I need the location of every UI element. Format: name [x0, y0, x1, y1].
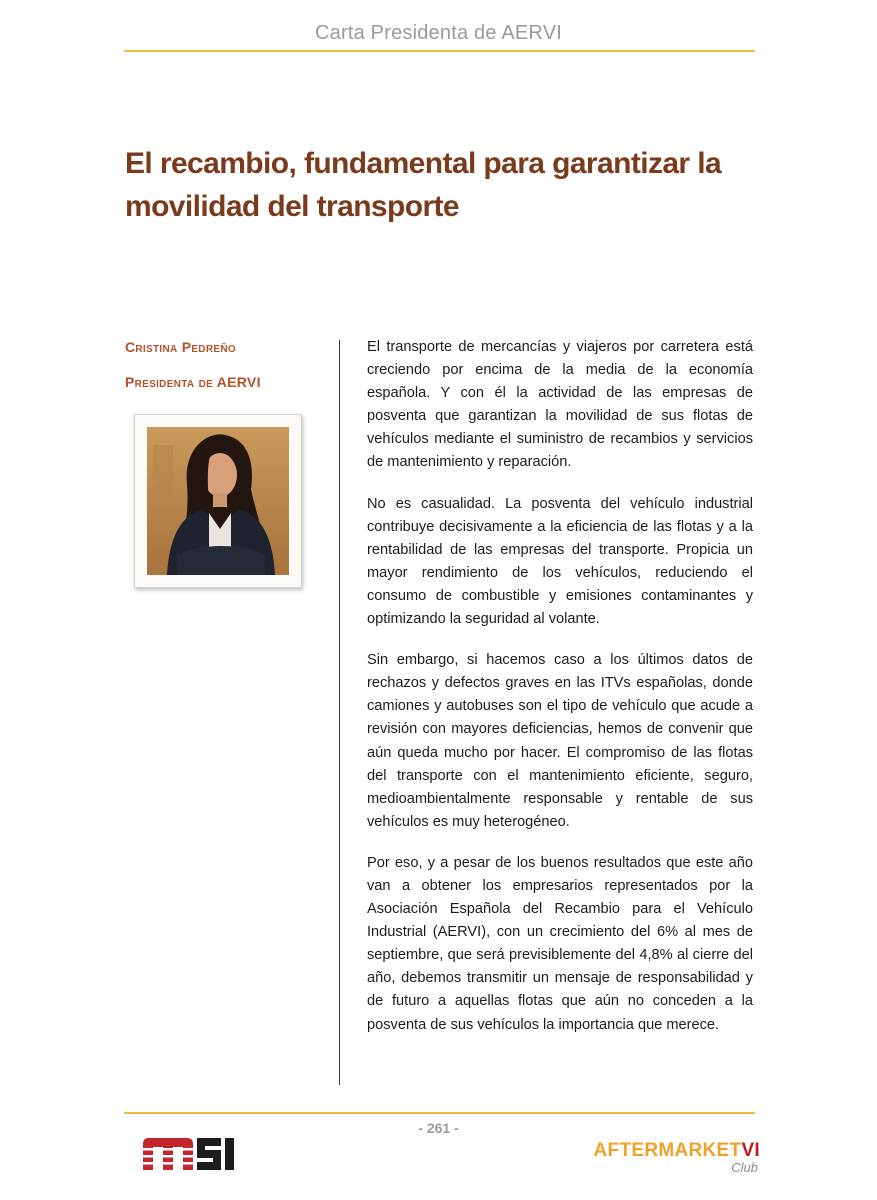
paragraph-3: Sin embargo, si hacemos caso a los últimos datos de rechazos y defectos graves en las ITVs españolas, donde camiones y autobuses son el tipo de vehículo que acude a revisión con mayores deficiencias, hemos de convenir que aún queda mucho por hacer. El compromiso de las flotas del transporte con el mantenimiento eficiente, seguro, medioambientalmente responsable y rentable de sus vehículos es muy heterogéneo.: [367, 652, 753, 830]
article-body: [367, 336, 753, 1055]
author-name: Cristina Pedreño: [125, 339, 236, 355]
column-divider: [339, 340, 340, 1085]
aftermarket-vi-club-logo: [572, 1140, 760, 1182]
logo-club-text: Club: [731, 1160, 758, 1175]
paragraph-2: No es casualidad. La posventa del vehículo industrial contribuye decisivamente a la eficiencia de las flotas y a la rentabilidad de las empresas del transporte. Propicia un mayor rendimiento de los vehículos, reduciendo el consumo de combustible y emisiones contaminantes y optimizando la seguridad al volante.: [367, 495, 753, 628]
author-role: Presidenta de AERVI: [125, 374, 261, 390]
article-headline: El recambio, fundamental para garantizar la movilidad del transporte: [125, 147, 722, 223]
logo-wordmark: [594, 1140, 760, 1162]
author-photo: [134, 414, 302, 588]
running-header: Carta Presidenta de AERVI: [315, 22, 562, 44]
paragraph-1: El transporte de mercancías y viajeros por carretera está creciendo por encima de la media de la economía española. Y con él la actividad de las empresas de posventa que garantizan la movilidad de sus flotas de vehículos mediante el suministro de recambios y servicios de mantenimiento y reparación.: [367, 339, 753, 471]
paragraph-4: Por eso, y a pesar de los buenos resultados que este año van a obtener los empresarios representados por la Asociación Española del Recambio para el Vehículo Industrial (AERVI), con un crecimiento del 6% al mes de septiembre, que será previsiblemente del 4,8% al cierre del año, debemos transmitir un mensaje de responsabilidad y de futuro a aquellas flotas que aún no conceden a la posventa de sus vehículos la importancia que merece.: [367, 854, 753, 1033]
header-rule: [124, 50, 755, 52]
logo-vi-text: VI: [741, 1140, 760, 1161]
msi-logo: [141, 1134, 237, 1174]
page-number: - 261 -: [418, 1120, 459, 1136]
footer-rule: [124, 1112, 755, 1114]
author-portrait-image: [147, 427, 289, 575]
logo-aftermarket-text: AFTERMARKET: [593, 1140, 742, 1161]
